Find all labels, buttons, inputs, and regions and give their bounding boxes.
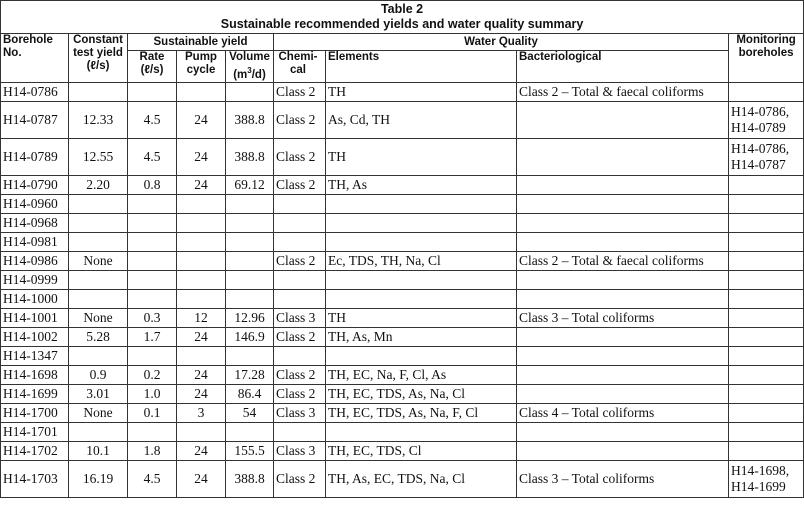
header-volume-superscript: 3: [247, 66, 252, 75]
borehole-cell: H14-0789: [1, 139, 69, 176]
header-sustainable-yield: Sustainable yield: [128, 34, 274, 51]
monitoring-cell: [729, 83, 804, 102]
monitoring-cell: [729, 385, 804, 404]
monitoring-cell: [729, 252, 804, 271]
volume-cell: [226, 423, 274, 442]
elements-cell: [326, 195, 517, 214]
pump-cycle-cell: [177, 195, 226, 214]
elements-cell: TH: [326, 309, 517, 328]
header-chemical: Chemi-cal: [274, 51, 326, 83]
chemical-cell: Class 2: [274, 385, 326, 404]
rate-cell: 1.0: [128, 385, 177, 404]
bacteriological-cell: [517, 366, 729, 385]
constant-yield-cell: [69, 423, 128, 442]
pump-cycle-cell: 24: [177, 385, 226, 404]
elements-cell: [326, 271, 517, 290]
borehole-cell: H14-1002: [1, 328, 69, 347]
bacteriological-cell: [517, 442, 729, 461]
header-rate: Rate (ℓ/s): [128, 51, 177, 83]
volume-cell: [226, 290, 274, 309]
monitoring-cell: [729, 309, 804, 328]
table-row: [1, 233, 804, 252]
borehole-cell: H14-0786: [1, 83, 69, 102]
pump-cycle-cell: [177, 214, 226, 233]
chemical-cell: Class 2: [274, 83, 326, 102]
volume-cell: 69.12: [226, 176, 274, 195]
volume-cell: [226, 252, 274, 271]
elements-cell: [326, 233, 517, 252]
rate-cell: [128, 233, 177, 252]
table-row: [1, 328, 804, 347]
bacteriological-cell: [517, 423, 729, 442]
constant-yield-cell: [69, 233, 128, 252]
bacteriological-cell: [517, 328, 729, 347]
chemical-cell: Class 2: [274, 366, 326, 385]
constant-yield-cell: [69, 195, 128, 214]
borehole-cell: H14-1001: [1, 309, 69, 328]
table-body: [1, 83, 804, 498]
volume-cell: 54: [226, 404, 274, 423]
borehole-cell: H14-1702: [1, 442, 69, 461]
bacteriological-cell: Class 2 – Total & faecal coliforms: [517, 83, 729, 102]
pump-cycle-cell: 24: [177, 328, 226, 347]
pump-cycle-cell: 12: [177, 309, 226, 328]
table-caption: [1, 1, 804, 34]
elements-cell: TH, As, Mn: [326, 328, 517, 347]
elements-cell: [326, 290, 517, 309]
rate-cell: 4.5: [128, 102, 177, 139]
constant-yield-cell: 10.1: [69, 442, 128, 461]
elements-cell: TH, As: [326, 176, 517, 195]
rate-cell: 1.7: [128, 328, 177, 347]
rate-cell: 0.2: [128, 366, 177, 385]
table-row: [1, 347, 804, 366]
monitoring-cell: H14-0786, H14-0789: [729, 102, 804, 139]
chemical-cell: Class 2: [274, 252, 326, 271]
bacteriological-cell: Class 3 – Total coliforms: [517, 309, 729, 328]
pump-cycle-cell: [177, 252, 226, 271]
elements-cell: TH: [326, 83, 517, 102]
monitoring-cell: [729, 404, 804, 423]
rate-cell: [128, 195, 177, 214]
elements-cell: TH: [326, 139, 517, 176]
chemical-cell: Class 2: [274, 139, 326, 176]
header-constant-yield: Constant test yield (ℓ/s): [69, 34, 128, 83]
bacteriological-cell: [517, 385, 729, 404]
pump-cycle-cell: [177, 83, 226, 102]
table-row: [1, 404, 804, 423]
bacteriological-cell: Class 3 – Total coliforms: [517, 461, 729, 498]
table-row: [1, 83, 804, 102]
chemical-cell: Class 3: [274, 404, 326, 423]
chemical-cell: [274, 423, 326, 442]
pump-cycle-cell: 24: [177, 366, 226, 385]
pump-cycle-cell: [177, 423, 226, 442]
borehole-cell: H14-1700: [1, 404, 69, 423]
constant-yield-cell: 2.20: [69, 176, 128, 195]
constant-yield-cell: 12.33: [69, 102, 128, 139]
constant-yield-cell: [69, 214, 128, 233]
constant-yield-cell: [69, 83, 128, 102]
borehole-cell: H14-1703: [1, 461, 69, 498]
pump-cycle-cell: 24: [177, 442, 226, 461]
header-bacteriological: Bacteriological: [517, 51, 729, 83]
bacteriological-cell: [517, 290, 729, 309]
rate-cell: 0.8: [128, 176, 177, 195]
table-row: [1, 139, 804, 176]
chemical-cell: Class 2: [274, 176, 326, 195]
chemical-cell: [274, 214, 326, 233]
header-volume-label: Volume (m: [229, 51, 270, 81]
bacteriological-cell: [517, 176, 729, 195]
chemical-cell: Class 2: [274, 102, 326, 139]
bacteriological-cell: Class 4 – Total coliforms: [517, 404, 729, 423]
monitoring-cell: [729, 290, 804, 309]
borehole-cell: H14-0968: [1, 214, 69, 233]
table-row: [1, 271, 804, 290]
pump-cycle-cell: [177, 290, 226, 309]
rate-cell: [128, 271, 177, 290]
constant-yield-cell: None: [69, 309, 128, 328]
constant-yield-cell: [69, 290, 128, 309]
monitoring-cell: [729, 423, 804, 442]
pump-cycle-cell: [177, 233, 226, 252]
constant-yield-cell: 0.9: [69, 366, 128, 385]
elements-cell: [326, 214, 517, 233]
volume-cell: [226, 214, 274, 233]
pump-cycle-cell: 24: [177, 461, 226, 498]
monitoring-cell: [729, 347, 804, 366]
pump-cycle-cell: 24: [177, 102, 226, 139]
monitoring-cell: [729, 233, 804, 252]
table-row: [1, 195, 804, 214]
header-borehole: Borehole No.: [1, 34, 69, 83]
borehole-cell: H14-0787: [1, 102, 69, 139]
pump-cycle-cell: 24: [177, 139, 226, 176]
elements-cell: TH, EC, TDS, As, Na, F, Cl: [326, 404, 517, 423]
volume-cell: [226, 233, 274, 252]
table-row: [1, 442, 804, 461]
bacteriological-cell: [517, 195, 729, 214]
volume-cell: 388.8: [226, 102, 274, 139]
monitoring-cell: [729, 176, 804, 195]
bacteriological-cell: [517, 347, 729, 366]
constant-yield-cell: 5.28: [69, 328, 128, 347]
bacteriological-cell: [517, 139, 729, 176]
table-label: Table 2: [380, 2, 424, 16]
chemical-cell: [274, 290, 326, 309]
bacteriological-cell: [517, 214, 729, 233]
chemical-cell: [274, 233, 326, 252]
constant-yield-cell: 12.55: [69, 139, 128, 176]
chemical-cell: [274, 347, 326, 366]
bacteriological-cell: [517, 102, 729, 139]
monitoring-cell: [729, 366, 804, 385]
rate-cell: [128, 214, 177, 233]
bacteriological-cell: [517, 271, 729, 290]
rate-cell: [128, 423, 177, 442]
chemical-cell: Class 3: [274, 309, 326, 328]
header-elements: Elements: [326, 51, 517, 83]
table-row: [1, 423, 804, 442]
elements-cell: TH, EC, TDS, Cl: [326, 442, 517, 461]
volume-cell: [226, 271, 274, 290]
pump-cycle-cell: 24: [177, 176, 226, 195]
table-row: [1, 176, 804, 195]
monitoring-cell: [729, 271, 804, 290]
elements-cell: As, Cd, TH: [326, 102, 517, 139]
constant-yield-cell: [69, 347, 128, 366]
elements-cell: Ec, TDS, TH, Na, Cl: [326, 252, 517, 271]
chemical-cell: [274, 195, 326, 214]
monitoring-cell: H14-0786, H14-0787: [729, 139, 804, 176]
rate-cell: 4.5: [128, 461, 177, 498]
header-row: [1, 34, 804, 51]
borehole-cell: H14-1347: [1, 347, 69, 366]
rate-cell: [128, 347, 177, 366]
volume-cell: [226, 83, 274, 102]
volume-cell: 17.28: [226, 366, 274, 385]
borehole-cell: H14-0790: [1, 176, 69, 195]
volume-cell: [226, 195, 274, 214]
table-row: [1, 252, 804, 271]
bacteriological-cell: Class 2 – Total & faecal coliforms: [517, 252, 729, 271]
volume-cell: [226, 347, 274, 366]
chemical-cell: Class 2: [274, 328, 326, 347]
monitoring-cell: [729, 442, 804, 461]
constant-yield-cell: None: [69, 252, 128, 271]
rate-cell: 0.1: [128, 404, 177, 423]
elements-cell: TH, EC, TDS, As, Na, Cl: [326, 385, 517, 404]
header-volume-unit: /d): [251, 68, 266, 81]
monitoring-cell: [729, 328, 804, 347]
borehole-cell: H14-1701: [1, 423, 69, 442]
header-pump-cycle: Pump cycle: [177, 51, 226, 83]
rate-cell: [128, 290, 177, 309]
rate-cell: 0.3: [128, 309, 177, 328]
table-row: [1, 102, 804, 139]
rate-cell: 1.8: [128, 442, 177, 461]
volume-cell: 388.8: [226, 461, 274, 498]
volume-cell: 155.5: [226, 442, 274, 461]
rate-cell: [128, 252, 177, 271]
rate-cell: [128, 83, 177, 102]
volume-cell: 12.96: [226, 309, 274, 328]
constant-yield-cell: None: [69, 404, 128, 423]
borehole-cell: H14-1698: [1, 366, 69, 385]
volume-cell: 388.8: [226, 139, 274, 176]
monitoring-cell: [729, 195, 804, 214]
monitoring-cell: [729, 214, 804, 233]
borehole-cell: H14-1000: [1, 290, 69, 309]
monitoring-cell: H14-1698, H14-1699: [729, 461, 804, 498]
bacteriological-cell: [517, 233, 729, 252]
chemical-cell: Class 3: [274, 442, 326, 461]
elements-cell: TH, As, EC, TDS, Na, Cl: [326, 461, 517, 498]
borehole-cell: H14-1699: [1, 385, 69, 404]
chemical-cell: Class 2: [274, 461, 326, 498]
chemical-cell: [274, 271, 326, 290]
table-title-row: [1, 1, 804, 34]
header-volume: [226, 51, 274, 83]
header-water-quality: Water Quality: [274, 34, 729, 51]
borehole-cell: H14-0986: [1, 252, 69, 271]
table-row: [1, 290, 804, 309]
elements-cell: [326, 423, 517, 442]
borehole-cell: H14-0981: [1, 233, 69, 252]
volume-cell: 86.4: [226, 385, 274, 404]
pump-cycle-cell: [177, 347, 226, 366]
table-row: [1, 461, 804, 498]
table-title: Sustainable recommended yields and water quality summary: [220, 17, 584, 31]
table-row: [1, 309, 804, 328]
pump-cycle-cell: [177, 271, 226, 290]
borehole-cell: H14-0999: [1, 271, 69, 290]
elements-cell: [326, 347, 517, 366]
constant-yield-cell: [69, 271, 128, 290]
constant-yield-cell: 3.01: [69, 385, 128, 404]
table-row: [1, 214, 804, 233]
table-row: [1, 385, 804, 404]
header-monitoring: Monitoring boreholes: [729, 34, 804, 83]
elements-cell: TH, EC, Na, F, Cl, As: [326, 366, 517, 385]
volume-cell: 146.9: [226, 328, 274, 347]
pump-cycle-cell: 3: [177, 404, 226, 423]
borehole-cell: H14-0960: [1, 195, 69, 214]
table-row: [1, 366, 804, 385]
rate-cell: 4.5: [128, 139, 177, 176]
constant-yield-cell: 16.19: [69, 461, 128, 498]
